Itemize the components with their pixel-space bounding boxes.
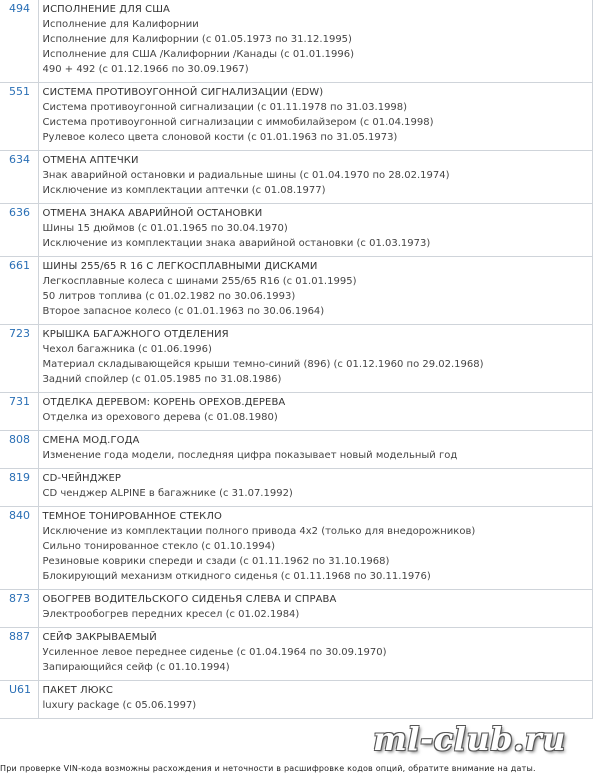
option-title: СМЕНА МОД.ГОДА <box>42 435 140 446</box>
option-title: ОТДЕЛКА ДЕРЕВОМ: КОРЕНЬ ОРЕХОВ.ДЕРЕВА <box>42 397 286 408</box>
option-detail-line: Рулевое колесо цвета слоновой кости (с 01.01.1963 по 31.05.1973) <box>42 132 398 143</box>
option-code: 634 <box>0 151 38 204</box>
option-row <box>0 507 592 590</box>
option-detail-line: Легкосплавные колеса с шинами 255/65 R16 (с 01.01.1995) <box>42 276 357 287</box>
option-detail-line: Исключение из комплектации аптечки (с 01.08.1977) <box>42 185 326 196</box>
option-detail-line: Сильно тонированное стекло (с 01.10.1994) <box>42 541 276 552</box>
option-description <box>38 469 592 507</box>
option-title: КРЫШКА БАГАЖНОГО ОТДЕЛЕНИЯ <box>42 329 229 340</box>
option-description <box>38 393 592 431</box>
option-code: 636 <box>0 204 38 257</box>
option-title: ШИНЫ 255/65 R 16 С ЛЕГКОСПЛАВНЫМИ ДИСКАМИ <box>42 261 318 272</box>
option-description <box>38 431 592 469</box>
option-code: U61 <box>0 681 38 719</box>
option-title: ОБОГРЕВ ВОДИТЕЛЬСКОГО СИДЕНЬЯ СЛЕВА И СПРАВА <box>42 594 337 605</box>
option-title: СЕЙФ ЗАКРЫВАЕМЫЙ <box>42 632 157 643</box>
footer-disclaimer: При проверке VIN-кода возможны расхождения и неточности в расшифровке кодов опций, обратите внимание на даты. <box>0 764 536 773</box>
option-code: 873 <box>0 590 38 628</box>
option-detail-line: 490 + 492 (с 01.12.1966 по 30.09.1967) <box>42 64 249 75</box>
option-detail-line: Блокирующий механизм откидного сиденья (с 01.11.1968 по 30.11.1976) <box>42 571 431 582</box>
option-detail-line: 50 литров топлива (с 01.02.1982 по 30.06.1993) <box>42 291 296 302</box>
option-row <box>0 590 592 628</box>
option-detail-line: Отделка из орехового дерева (с 01.08.1980) <box>42 412 278 423</box>
option-row <box>0 204 592 257</box>
option-detail-line: Запирающийся сейф (с 01.10.1994) <box>42 662 230 673</box>
option-detail-line: Знак аварийной остановки и радиальные шины (с 01.04.1970 по 28.02.1974) <box>42 170 450 181</box>
option-description <box>38 628 592 681</box>
option-detail-line: Резиновые коврики спереди и сзади (с 01.11.1962 по 31.10.1968) <box>42 556 390 567</box>
watermark-logo: ml-club.ru <box>373 720 566 758</box>
option-description <box>38 681 592 719</box>
option-code: 731 <box>0 393 38 431</box>
option-title: ИСПОЛНЕНИЕ ДЛЯ США <box>42 4 170 15</box>
option-code: 494 <box>0 0 38 83</box>
option-detail-line: Электрообогрев передних кресел (с 01.02.1984) <box>42 609 300 620</box>
option-row <box>0 151 592 204</box>
option-row <box>0 681 592 719</box>
option-row <box>0 628 592 681</box>
option-detail-line: luxury package (с 05.06.1997) <box>42 700 197 711</box>
option-code: 840 <box>0 507 38 590</box>
option-description <box>38 325 592 393</box>
option-code: 551 <box>0 83 38 151</box>
option-title: СИСТЕМА ПРОТИВОУГОННОЙ СИГНАЛИЗАЦИИ (EDW) <box>42 87 324 98</box>
option-detail-line: Система противоугонной сигнализации (с 01.11.1978 по 31.03.1998) <box>42 102 408 113</box>
option-description <box>38 257 592 325</box>
option-description <box>38 151 592 204</box>
option-code: 661 <box>0 257 38 325</box>
option-detail-line: Усиленное левое переднее сиденье (с 01.04.1964 по 30.09.1970) <box>42 647 387 658</box>
option-title: ОТМЕНА ЗНАКА АВАРИЙНОЙ ОСТАНОВКИ <box>42 208 263 219</box>
option-detail-line: Задний спойлер (с 01.05.1985 по 31.08.1986) <box>42 374 282 385</box>
option-detail-line: Второе запасное колесо (с 01.01.1963 по 30.06.1964) <box>42 306 325 317</box>
option-detail-line: Материал складывающейся крыши темно-синий (896) (с 01.12.1960 по 29.02.1968) <box>42 359 484 370</box>
option-detail-line: Исключение из комплектации знака аварийной остановки (с 01.03.1973) <box>42 238 431 249</box>
option-description <box>38 83 592 151</box>
option-row <box>0 469 592 507</box>
option-title: CD-ЧЕЙНДЖЕР <box>42 473 121 484</box>
option-description <box>38 590 592 628</box>
option-detail-line: Исключение из комплектации полного привода 4x2 (только для внедорожников) <box>42 526 476 537</box>
option-description <box>38 204 592 257</box>
option-title: ОТМЕНА АПТЕЧКИ <box>42 155 139 166</box>
option-detail-line: Шины 15 дюймов (с 01.01.1965 по 30.04.1970) <box>42 223 288 234</box>
option-row <box>0 83 592 151</box>
option-code: 887 <box>0 628 38 681</box>
option-code: 819 <box>0 469 38 507</box>
option-row <box>0 431 592 469</box>
option-row <box>0 257 592 325</box>
option-detail-line: Чехол багажника (с 01.06.1996) <box>42 344 212 355</box>
option-detail-line: Исполнение для Калифорнии <box>42 19 199 30</box>
option-detail-line: Изменение года модели, последняя цифра показывает новый модельный год <box>42 450 458 461</box>
option-detail-line: Исполнение для Калифорнии (с 01.05.1973 по 31.12.1995) <box>42 34 352 45</box>
option-detail-line: CD ченджер ALPINE в багажнике (с 31.07.1992) <box>42 488 293 499</box>
option-description <box>38 507 592 590</box>
option-code: 808 <box>0 431 38 469</box>
option-row <box>0 325 592 393</box>
option-row <box>0 393 592 431</box>
option-title: ТЕМНОЕ ТОНИРОВАННОЕ СТЕКЛО <box>42 511 222 522</box>
option-code: 723 <box>0 325 38 393</box>
option-detail-line: Система противоугонной сигнализации с иммобилайзером (с 01.04.1998) <box>42 117 434 128</box>
option-detail-line: Исполнение для США /Калифорнии /Канады (с 01.01.1996) <box>42 49 354 60</box>
option-title: ПАКЕТ ЛЮКС <box>42 685 113 696</box>
option-row <box>0 0 592 83</box>
option-description <box>38 0 592 83</box>
